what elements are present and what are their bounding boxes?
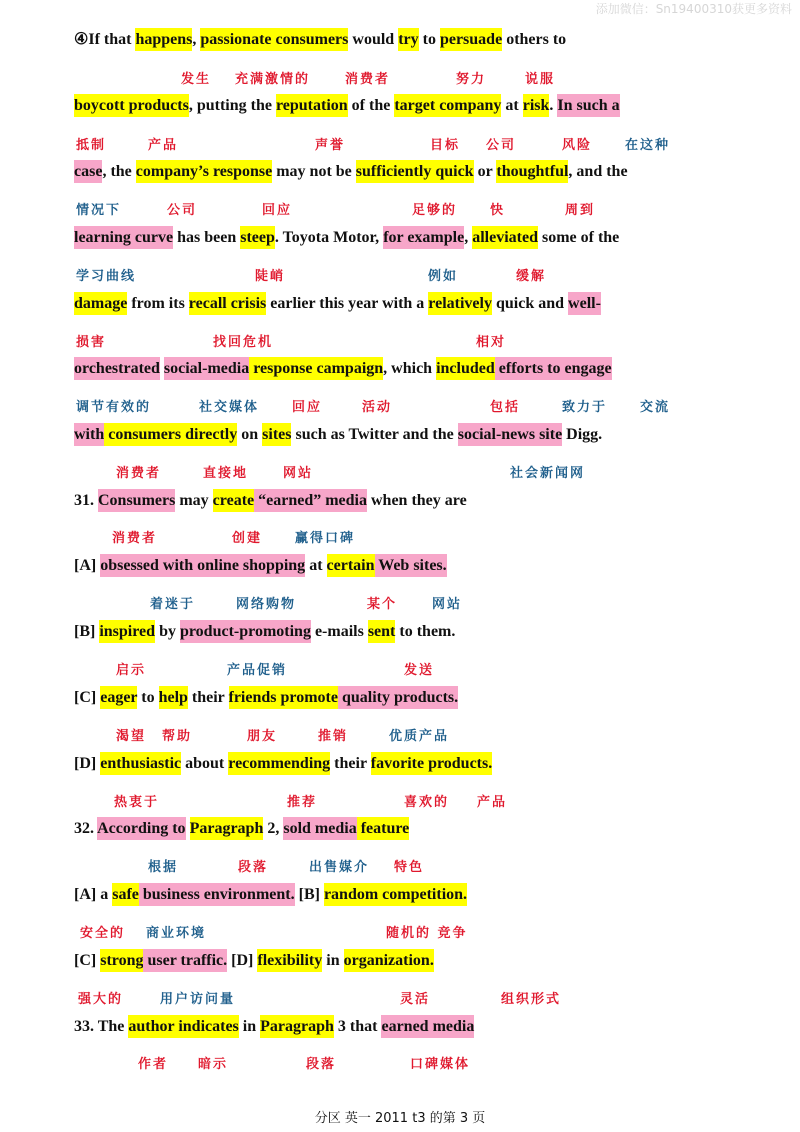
chinese-gloss: 相对 — [476, 335, 507, 350]
chinese-gloss: 安全的 — [80, 926, 126, 941]
highlighted-phrase: Paragraph — [260, 1015, 334, 1038]
highlighted-phrase: Paragraph — [190, 817, 264, 840]
chinese-gloss: 在这种 — [625, 138, 671, 153]
highlighted-phrase: social-media — [164, 357, 249, 380]
plain-text: may not be — [272, 163, 356, 180]
plain-text: [A] a — [74, 886, 113, 903]
plain-text: earlier this year with a — [266, 295, 429, 312]
chinese-gloss: 例如 — [428, 269, 459, 284]
plain-text: others to — [502, 31, 567, 48]
highlighted-phrase: business environment. — [139, 883, 295, 906]
highlighted-phrase: certain — [327, 554, 375, 577]
chinese-gloss: 发送 — [404, 663, 435, 678]
highlighted-phrase: response campaign — [249, 357, 383, 380]
chinese-gloss: 推荐 — [287, 795, 318, 810]
chinese-gloss: 足够的 — [412, 203, 458, 218]
plain-text: about — [181, 755, 229, 772]
plain-text: of the — [347, 97, 395, 114]
plain-text: ④If that — [74, 31, 136, 48]
highlighted-phrase: eager — [100, 686, 137, 709]
english-line — [74, 29, 566, 51]
plain-text: at — [305, 557, 327, 574]
highlighted-phrase: passionate consumers — [200, 28, 348, 51]
chinese-gloss: 喜欢的 — [404, 795, 450, 810]
english-line — [74, 555, 447, 577]
highlighted-phrase: social-news site — [458, 423, 562, 446]
plain-text: when they are — [367, 492, 467, 509]
chinese-gloss: 网络购物 — [236, 597, 297, 612]
chinese-annotation-line — [0, 791, 800, 811]
chinese-gloss: 随机的 竞争 — [386, 926, 468, 941]
plain-text: in — [238, 1018, 261, 1035]
chinese-annotation-line — [0, 988, 800, 1008]
chinese-annotation-line — [0, 593, 800, 613]
english-line — [74, 884, 467, 906]
highlighted-phrase: sites — [262, 423, 291, 446]
plain-text: , — [464, 229, 473, 246]
plain-text: by — [155, 623, 180, 640]
highlighted-phrase: feature — [357, 817, 410, 840]
chinese-gloss: 消费者 — [112, 531, 158, 546]
chinese-gloss: 说服 — [525, 72, 556, 87]
highlighted-phrase: According to — [97, 817, 185, 840]
chinese-gloss: 特色 — [394, 860, 425, 875]
plain-text — [186, 817, 190, 840]
chinese-gloss: 某个 — [367, 597, 398, 612]
plain-text: , which — [383, 360, 437, 377]
plain-text: would — [348, 31, 399, 48]
chinese-gloss: 社会新闻网 — [510, 466, 586, 481]
highlighted-phrase: orchestrated — [74, 357, 160, 380]
plain-text: [B] — [74, 623, 100, 640]
chinese-gloss: 出售媒介 — [309, 860, 370, 875]
chinese-gloss: 努力 — [456, 72, 487, 87]
chinese-gloss: 充满激情的 — [235, 72, 311, 87]
highlighted-phrase: quality products. — [338, 686, 458, 709]
highlighted-phrase: damage — [74, 292, 127, 315]
plain-text: in — [322, 952, 344, 969]
chinese-annotation-line — [0, 396, 800, 416]
chinese-annotation-line — [0, 68, 800, 88]
english-line — [74, 687, 458, 709]
highlighted-phrase: alleviated — [472, 226, 538, 249]
chinese-gloss: 致力于 — [562, 400, 608, 415]
chinese-gloss: 渴望 — [116, 729, 147, 744]
chinese-gloss: 用户访问量 — [160, 992, 236, 1007]
plain-text: to — [137, 689, 159, 706]
highlighted-phrase: author indicates — [128, 1015, 238, 1038]
plain-text: 33. The — [74, 1018, 129, 1035]
chinese-gloss: 交流 — [640, 400, 671, 415]
chinese-gloss: 朋友 — [247, 729, 278, 744]
highlighted-phrase: product-promoting — [180, 620, 311, 643]
highlighted-phrase: boycott products — [74, 94, 189, 117]
highlighted-phrase: learning curve — [74, 226, 173, 249]
chinese-annotation-line — [0, 922, 800, 942]
chinese-gloss: 活动 — [362, 400, 393, 415]
highlighted-phrase: earned media — [381, 1015, 474, 1038]
highlighted-phrase: strong — [100, 949, 143, 972]
chinese-annotation-line — [0, 462, 800, 482]
chinese-gloss: 直接地 — [203, 466, 249, 481]
highlighted-phrase: friends promote — [229, 686, 338, 709]
watermark: 添加微信：Sn19400310获更多资料 — [595, 2, 792, 16]
chinese-gloss: 热衷于 — [114, 795, 160, 810]
plain-text: . — [549, 97, 558, 114]
highlighted-phrase: obsessed with — [100, 554, 197, 577]
highlighted-phrase: In such a — [557, 94, 619, 117]
highlighted-phrase: included — [436, 357, 495, 380]
plain-text: has been — [173, 229, 241, 246]
plain-text: [A] — [74, 557, 101, 574]
english-line — [74, 227, 619, 249]
plain-text: on — [237, 426, 263, 443]
chinese-gloss: 组织形式 — [501, 992, 562, 1007]
chinese-gloss: 产品 — [148, 138, 179, 153]
plain-text: [D] — [74, 755, 101, 772]
chinese-gloss: 产品 — [477, 795, 508, 810]
plain-text: some of the — [537, 229, 620, 246]
chinese-gloss: 着迷于 — [150, 597, 196, 612]
plain-text: their — [187, 689, 229, 706]
chinese-annotation-line — [0, 725, 800, 745]
plain-text: or — [473, 163, 497, 180]
highlighted-phrase: case — [74, 160, 102, 183]
plain-text: [C] — [74, 689, 101, 706]
plain-text: 31. — [74, 492, 98, 509]
chinese-gloss: 消费者 — [116, 466, 162, 481]
highlighted-phrase: consumers directly — [104, 423, 237, 446]
chinese-gloss: 快 — [490, 203, 506, 218]
chinese-gloss: 消费者 — [345, 72, 391, 87]
plain-text: [C] — [74, 952, 101, 969]
english-line — [74, 490, 467, 512]
highlighted-phrase: company’s response — [136, 160, 272, 183]
chinese-annotation-line — [0, 856, 800, 876]
highlighted-phrase: favorite products. — [371, 752, 492, 775]
chinese-annotation-line — [0, 1053, 800, 1073]
plain-text: , and the — [568, 163, 628, 180]
english-line — [74, 95, 620, 117]
highlighted-phrase: Consumers — [98, 489, 175, 512]
chinese-gloss: 回应 — [262, 203, 293, 218]
chinese-gloss: 找回危机 — [213, 335, 274, 350]
chinese-gloss: 损害 — [76, 335, 107, 350]
highlighted-phrase: user traffic. — [143, 949, 227, 972]
chinese-gloss: 声誉 — [315, 138, 346, 153]
highlighted-phrase: for example — [383, 226, 464, 249]
highlighted-phrase: sufficiently quick — [356, 160, 474, 183]
english-line — [74, 950, 434, 972]
highlighted-phrase: reputation — [276, 94, 348, 117]
english-line — [74, 818, 409, 840]
plain-text: to — [418, 31, 440, 48]
chinese-gloss: 缓解 — [516, 269, 547, 284]
chinese-gloss: 段落 — [306, 1057, 337, 1072]
chinese-gloss: 暗示 — [198, 1057, 229, 1072]
chinese-annotation-line — [0, 331, 800, 351]
chinese-gloss: 优质产品 — [389, 729, 450, 744]
chinese-gloss: 帮助 — [162, 729, 193, 744]
chinese-annotation-line — [0, 199, 800, 219]
chinese-annotation-line — [0, 265, 800, 285]
english-line — [74, 358, 612, 380]
plain-text: 32. — [74, 820, 98, 837]
highlighted-phrase: recommending — [228, 752, 330, 775]
highlighted-phrase: relatively — [428, 292, 492, 315]
highlighted-phrase: try — [398, 28, 418, 51]
chinese-gloss: 社交媒体 — [199, 400, 260, 415]
chinese-gloss: 目标 — [430, 138, 461, 153]
chinese-gloss: 包括 — [490, 400, 521, 415]
plain-text: such as Twitter and the — [291, 426, 458, 443]
chinese-gloss: 网站 — [432, 597, 463, 612]
plain-text: may — [175, 492, 213, 509]
highlighted-phrase: random competition. — [324, 883, 467, 906]
highlighted-phrase: enthusiastic — [100, 752, 181, 775]
plain-text: 3 that — [333, 1018, 382, 1035]
chinese-gloss: 风险 — [562, 138, 593, 153]
plain-text: [B] — [294, 886, 324, 903]
highlighted-phrase: well- — [568, 292, 601, 315]
highlighted-phrase: safe — [112, 883, 139, 906]
highlighted-phrase: persuade — [440, 28, 502, 51]
chinese-gloss: 回应 — [292, 400, 323, 415]
chinese-gloss: 学习曲线 — [76, 269, 137, 284]
chinese-gloss: 根据 — [148, 860, 179, 875]
chinese-gloss: 网站 — [283, 466, 314, 481]
highlighted-phrase: with — [74, 423, 104, 446]
highlighted-phrase: recall crisis — [189, 292, 266, 315]
chinese-gloss: 产品促销 — [227, 663, 288, 678]
chinese-gloss: 创建 — [232, 531, 263, 546]
plain-text: quick and — [491, 295, 569, 312]
chinese-gloss: 段落 — [238, 860, 269, 875]
chinese-gloss: 赢得口碑 — [295, 531, 356, 546]
chinese-gloss: 灵活 — [400, 992, 431, 1007]
chinese-gloss: 陡峭 — [255, 269, 286, 284]
highlighted-phrase: flexibility — [257, 949, 322, 972]
english-line — [74, 1016, 474, 1038]
plain-text: 2, — [263, 820, 284, 837]
plain-text: at — [501, 97, 523, 114]
chinese-gloss: 周到 — [565, 203, 596, 218]
chinese-gloss: 作者 — [138, 1057, 169, 1072]
highlighted-phrase: help — [159, 686, 188, 709]
highlighted-phrase: steep — [240, 226, 275, 249]
highlighted-phrase: Web sites. — [375, 554, 447, 577]
highlighted-phrase: inspired — [99, 620, 155, 643]
chinese-gloss: 公司 — [486, 138, 517, 153]
plain-text: [D] — [227, 952, 258, 969]
chinese-gloss: 口碑媒体 — [410, 1057, 471, 1072]
plain-text: , the — [102, 163, 136, 180]
chinese-annotation-line — [0, 527, 800, 547]
highlighted-phrase: target company — [394, 94, 501, 117]
english-line — [74, 621, 455, 643]
chinese-gloss: 启示 — [116, 663, 147, 678]
page-footer: 分区 英一 2011 t3 的第 3 页 — [314, 1111, 486, 1126]
plain-text: . Toyota Motor, — [274, 229, 384, 246]
chinese-gloss: 强大的 — [78, 992, 124, 1007]
english-line — [74, 424, 602, 446]
english-line — [74, 753, 492, 775]
plain-text: their — [330, 755, 371, 772]
highlighted-phrase: sent — [368, 620, 396, 643]
highlighted-phrase: risk — [523, 94, 550, 117]
chinese-gloss: 发生 — [181, 72, 212, 87]
plain-text: e-mails — [310, 623, 368, 640]
plain-text: , — [192, 31, 201, 48]
english-line — [74, 293, 601, 315]
highlighted-phrase: organization. — [344, 949, 434, 972]
highlighted-phrase: thoughtful — [496, 160, 568, 183]
plain-text: , putting the — [188, 97, 276, 114]
chinese-annotation-line — [0, 659, 800, 679]
chinese-annotation-line — [0, 134, 800, 154]
highlighted-phrase: happens — [135, 28, 192, 51]
chinese-gloss: 调节有效的 — [76, 400, 152, 415]
plain-text: Digg. — [562, 426, 603, 443]
plain-text: to them. — [395, 623, 456, 640]
chinese-gloss: 公司 — [167, 203, 198, 218]
chinese-gloss: 抵制 — [76, 138, 107, 153]
highlighted-phrase: sold media — [283, 817, 356, 840]
plain-text: from its — [127, 295, 189, 312]
chinese-gloss: 情况下 — [76, 203, 122, 218]
english-line — [74, 161, 628, 183]
highlighted-phrase: efforts to engage — [495, 357, 612, 380]
highlighted-phrase: online shopping — [197, 554, 305, 577]
highlighted-phrase: “earned” media — [254, 489, 367, 512]
chinese-gloss: 推销 — [318, 729, 349, 744]
chinese-gloss: 商业环境 — [146, 926, 207, 941]
highlighted-phrase: create — [213, 489, 254, 512]
